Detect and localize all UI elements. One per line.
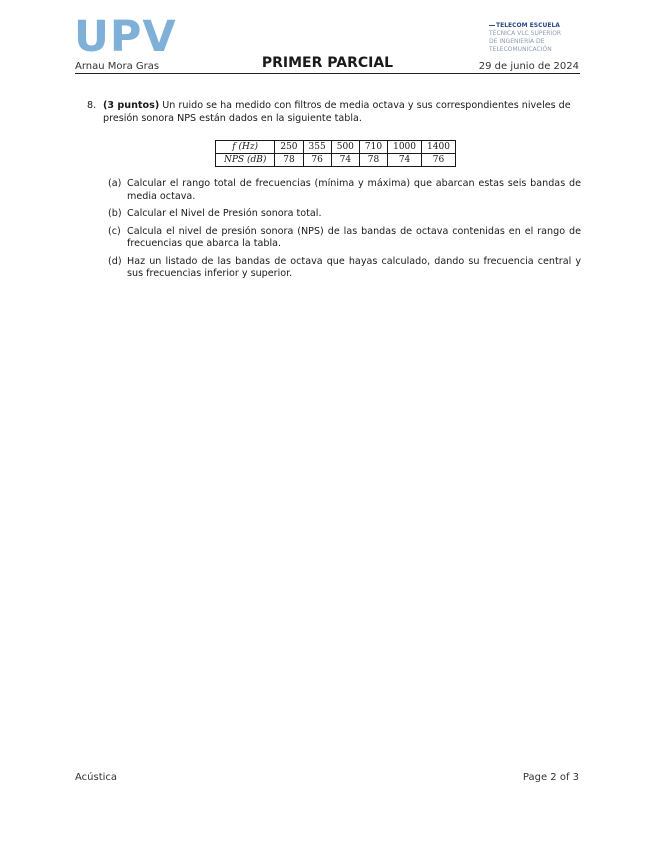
table-cell: 1400 <box>422 141 456 154</box>
table-cell: 74 <box>331 154 359 167</box>
table-cell: 250 <box>275 141 303 154</box>
list-item <box>108 256 581 281</box>
table-cell: 76 <box>422 154 456 167</box>
item-label: (b) <box>108 208 122 219</box>
table-cell: 76 <box>303 154 331 167</box>
item-label: (a) <box>108 178 122 189</box>
problem-text: Un ruido se ha medido con filtros de media octava y sus correspondientes niveles de presión sonora NPS están dados en la siguiente tabla. <box>103 100 571 124</box>
table-cell: 1000 <box>388 141 422 154</box>
table-cell: 500 <box>331 141 359 154</box>
item-label: (d) <box>108 255 122 267</box>
exam-date: 29 de junio de 2024 <box>478 61 579 72</box>
page-number: Page 2 of 3 <box>522 772 579 783</box>
problem-points: (3 puntos) <box>103 100 160 111</box>
problem-items <box>108 178 581 286</box>
list-item <box>108 226 581 251</box>
telecom-logo <box>489 22 589 54</box>
item-text: Calcular el Nivel de Presión sonora total. <box>127 208 322 219</box>
telecom-line-3: DE INGENIERÍA DE <box>489 38 545 45</box>
list-item <box>108 208 581 221</box>
telecom-line-2: TÉCNICA VLC SUPERIOR <box>489 30 562 37</box>
table-cell: 710 <box>359 141 387 154</box>
problem-statement <box>87 100 581 125</box>
row-label-frequency: f (Hz) <box>216 141 275 154</box>
table-cell: 78 <box>275 154 303 167</box>
upv-logo: UPV <box>74 12 177 62</box>
frequency-level-table <box>215 140 456 167</box>
row-label-level: NPS (dB) <box>216 154 275 167</box>
table-row <box>216 154 456 167</box>
header-divider <box>75 73 580 74</box>
telecom-line-4: TELECOMUNICACIÓN <box>489 46 552 53</box>
table-row <box>216 141 456 154</box>
item-label: (c) <box>108 225 121 237</box>
item-text: Calcula el nivel de presión sonora (NPS) de las bandas de octava contenidas en el rango de frecuencias que abarca la tabla. <box>127 225 581 249</box>
item-text: Calcular el rango total de frecuencias (mínima y máxima) que abarcan estas seis bandas de media octava. <box>127 178 581 202</box>
table-cell: 355 <box>303 141 331 154</box>
telecom-line-1: TELECOM ESCUELA <box>489 22 589 30</box>
problem-number: 8. <box>87 100 97 111</box>
course-name: Acústica <box>75 772 118 783</box>
table-cell: 78 <box>359 154 387 167</box>
page-title: PRIMER PARCIAL <box>261 55 394 71</box>
list-item <box>108 178 581 203</box>
table-cell: 74 <box>388 154 422 167</box>
author-name: Arnau Mora Gras <box>75 61 160 72</box>
item-text: Haz un listado de las bandas de octava que hayas calculado, dando su frecuencia central y sus frecuencias inferior y superior. <box>127 255 581 279</box>
